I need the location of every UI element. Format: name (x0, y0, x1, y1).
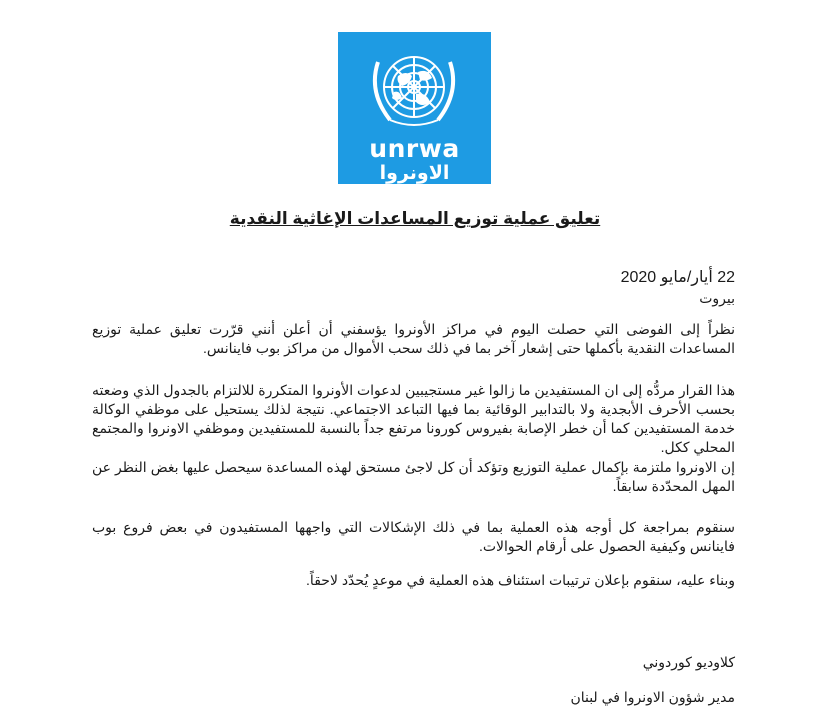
paragraph: سنقوم بمراجعة كل أوجه هذه العملية بما في ذلك الإشكالات التي واجهها المستفيدون في بعض فروع بوب فاينانس وكيفية الحصول على أرقام الحوالات. (92, 519, 735, 554)
paragraph: نظراً إلى الفوضى التي حصلت اليوم في مراكز الأونروا يؤسفني أن أعلن أنني قرّرت تعليق عملية توزيع المساعدات النقدية بأكملها حتى إشعار آخر بما في ذلك سحب الأموال من مراكز بوب فاينانس. (92, 321, 735, 356)
document-place: بيروت (699, 290, 735, 306)
paragraph: هذا القرار مردُّه إلى ان المستفيدين ما زالوا غير مستجيبين لدعوات الأونروا المتكررة للالتزام بالجدول الذي وضعته بحسب الأحرف الأبجدية ولا بالتدابير الوقائية بما فيها التباعد الاجتماعي. نتيجة لذلك يستحيل على موظفي الوكالة خدمة المستفيدين كما أن خطر الإصابة بفيروس كورونا مرتفع جداً بالنسبة للمستفيدين وموظفي الاونروا والمجتمع المحلي ككل. (91, 382, 735, 455)
signatory-title: مدير شؤون الاونروا في لبنان (570, 689, 735, 705)
signatory-name: كلاوديو كوردوني (642, 654, 735, 670)
logo-text-arabic: الاونروا (379, 162, 450, 184)
paragraph: وبناء عليه، سنقوم بإعلان ترتيبات استئناف هذه العملية في موعدٍ يُحدّد لاحقاً. (306, 572, 735, 588)
document-title: تعليق عملية توزيع المساعدات الإغاثية النقدية (229, 209, 601, 228)
document-date: 22 أيار/مايو 2020 (620, 269, 735, 286)
paragraph: إن الاونروا ملتزمة بإكمال عملية التوزيع وتؤكد أن كل لاجئ مستحق لهذه المساعدة سيحصل عليها بغض النظر عن المهل المحدّدة سابقاً. (92, 459, 735, 494)
un-emblem-icon (338, 32, 491, 142)
unrwa-logo (338, 32, 491, 184)
logo-text-english: unrwa (369, 134, 460, 163)
